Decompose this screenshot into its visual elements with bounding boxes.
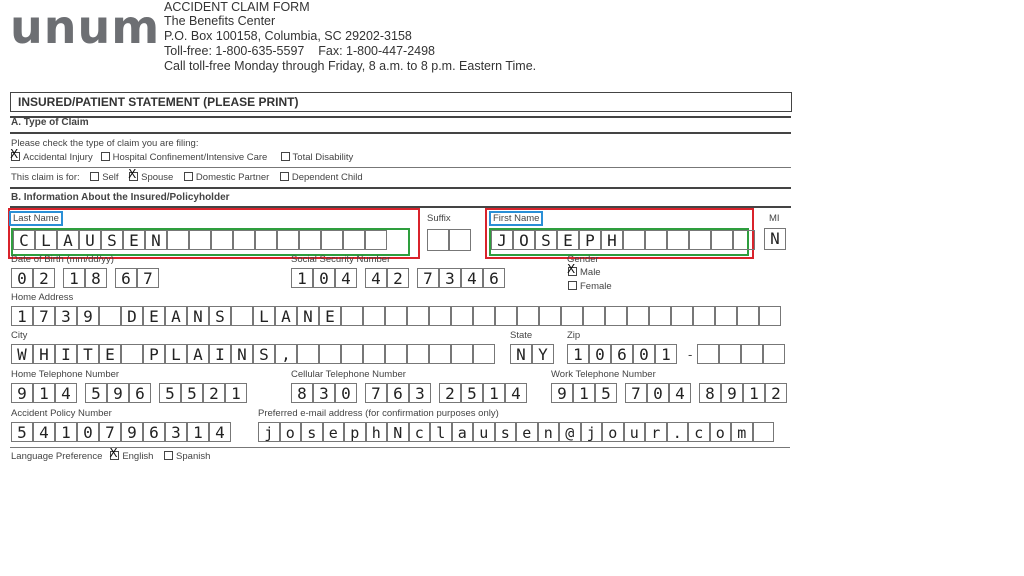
policy-char-box: 4 [209,422,231,442]
address-char-box: E [319,306,341,326]
last-name-char-box: S [101,230,123,250]
address-char-box [737,306,759,326]
last-name-char-box: C [13,230,35,250]
email-char-box: . [667,422,689,442]
address-char-box [495,306,517,326]
city-char-box: I [209,344,231,364]
city-char-box [341,344,363,364]
city-label: City [11,330,28,341]
cell-phone-label: Cellular Telephone Number [291,369,406,380]
last-name-char-box: E [123,230,145,250]
address-char-box: 1 [11,306,33,326]
cell-phone-char-box: 7 [365,383,387,403]
divider [10,187,791,189]
address-char-box: A [275,306,297,326]
home-phone-char-box: 9 [107,383,129,403]
first-name-char-box: H [601,230,623,250]
last-name-char-box [167,230,189,250]
address-char-box [539,306,561,326]
zip-char-box: 1 [655,344,677,364]
first-name-input[interactable] [491,230,755,250]
email-char-box [753,422,775,442]
work-phone-input[interactable] [551,383,787,403]
ssn-char-box: 2 [387,268,409,288]
address-char-box: 3 [55,306,77,326]
address-char-box [231,306,253,326]
first-name-char-box: J [491,230,513,250]
last-name-char-box: N [145,230,167,250]
claim-for-row [11,172,363,183]
dob-char-box: 6 [115,268,137,288]
home-phone-char-box: 1 [225,383,247,403]
work-phone-char-box: 9 [721,383,743,403]
home-phone-char-box: 5 [181,383,203,403]
zip-ext-box [697,344,719,364]
home-phone-label: Home Telephone Number [11,369,120,380]
cell-phone-char-box: 6 [387,383,409,403]
form-title: ACCIDENT CLAIM FORM [164,0,310,14]
mi-input[interactable] [764,228,786,250]
city-char-box [451,344,473,364]
cell-phone-char-box: 3 [409,383,431,403]
last-name-char-box [299,230,321,250]
email-char-box: @ [559,422,581,442]
home-phone-char-box: 4 [55,383,77,403]
address-input[interactable] [11,306,781,326]
claim-type-options [11,152,353,163]
ssn-char-box: 4 [335,268,357,288]
policy-char-box: 9 [121,422,143,442]
email-char-box: j [581,422,603,442]
address-char-box: N [187,306,209,326]
address-char-box [429,306,451,326]
address-char-box: E [143,306,165,326]
policy-char-box: 7 [99,422,121,442]
self-label: Self [102,172,119,183]
city-char-box: P [143,344,165,364]
total-disability-checkbox[interactable] [281,152,290,161]
city-char-box: L [165,344,187,364]
address-char-box [561,306,583,326]
dob-label: Date of Birth (mm/dd/yy) [11,254,114,265]
home-phone-char-box: 6 [129,383,151,403]
suffix-box [427,229,449,251]
mi-label: MI [769,213,780,224]
email-char-box: l [430,422,452,442]
last-name-char-box [277,230,299,250]
first-name-char-box [689,230,711,250]
city-char-box [121,344,143,364]
address-char-box: S [209,306,231,326]
self-checkbox[interactable] [90,172,99,181]
ssn-char-box: 4 [461,268,483,288]
english-checkbox[interactable] [110,451,119,460]
section-title: INSURED/PATIENT STATEMENT (PLEASE PRINT) [18,95,299,109]
email-char-box: m [731,422,753,442]
claim-for-label: This claim is for: [11,172,80,183]
ssn-char-box: 7 [417,268,439,288]
header-line-2: P.O. Box 100158, Columbia, SC 29202-3158 [164,29,412,43]
zip-input[interactable] [567,344,677,364]
dob-input[interactable] [11,268,159,288]
work-phone-char-box: 1 [743,383,765,403]
city-char-box: W [11,344,33,364]
language-label: Language Preference [11,451,103,462]
zip-ext-input[interactable] [697,344,785,364]
city-char-box [319,344,341,364]
work-phone-char-box: 8 [699,383,721,403]
city-char-box: A [187,344,209,364]
header-line-3: Toll-free: 1-800-635-5597 Fax: 1-800-447-2498 [164,44,435,58]
last-name-char-box: L [35,230,57,250]
address-char-box: N [297,306,319,326]
ssn-char-box: 6 [483,268,505,288]
spouse-label: Spouse [141,172,174,183]
address-char-box: 7 [33,306,55,326]
dob-char-box: 1 [63,268,85,288]
suffix-input[interactable] [427,229,471,251]
policy-char-box: 0 [77,422,99,442]
first-name-char-box [733,230,755,250]
address-char-box [451,306,473,326]
zip-ext-box [763,344,785,364]
city-char-box [429,344,451,364]
first-name-char-box: S [535,230,557,250]
cell-phone-char-box: 0 [335,383,357,403]
last-name-label: Last Name [9,211,63,226]
last-name-char-box: A [57,230,79,250]
email-char-box: o [280,422,302,442]
email-char-box: r [645,422,667,442]
gender-male-option [568,267,601,278]
ssn-label: Social Security Number [291,254,391,265]
first-name-char-box [645,230,667,250]
gender-female-option [568,281,612,292]
part-b-title: B. Information About the Insured/Policyholder [11,192,230,203]
address-char-box [693,306,715,326]
home-phone-char-box: 2 [203,383,225,403]
address-char-box: A [165,306,187,326]
home-phone-char-box: 1 [33,383,55,403]
work-phone-char-box: 4 [669,383,691,403]
work-phone-char-box: 0 [647,383,669,403]
zip-ext-box [719,344,741,364]
domestic-partner-label: Domestic Partner [195,172,270,183]
city-char-box: T [77,344,99,364]
unum-logo: unum [10,0,161,54]
city-char-box [407,344,429,364]
home-phone-char-box: 5 [85,383,107,403]
first-name-char-box: E [557,230,579,250]
policy-char-box: 5 [11,422,33,442]
last-name-char-box [189,230,211,250]
address-label: Home Address [11,292,74,303]
address-char-box [583,306,605,326]
city-char-box: N [231,344,253,364]
work-phone-char-box: 7 [625,383,647,403]
work-phone-char-box: 5 [595,383,617,403]
cell-phone-char-box: 4 [505,383,527,403]
city-char-box: I [55,344,77,364]
address-char-box [715,306,737,326]
domestic-partner-checkbox[interactable] [184,172,193,181]
suffix-label: Suffix [427,213,451,224]
city-char-box: E [99,344,121,364]
claim-instruction: Please check the type of claim you are filing: [11,138,199,149]
address-char-box [473,306,495,326]
cell-phone-char-box: 5 [461,383,483,403]
work-phone-char-box: 2 [765,383,787,403]
first-name-char-box [711,230,733,250]
email-char-box: u [624,422,646,442]
last-name-input[interactable] [13,230,387,250]
section-title-box [10,92,792,112]
email-char-box: e [323,422,345,442]
last-name-char-box: U [79,230,101,250]
policy-char-box: 3 [165,422,187,442]
dob-char-box: 0 [11,268,33,288]
first-name-char-box: P [579,230,601,250]
address-char-box: D [121,306,143,326]
email-char-box: o [710,422,732,442]
address-char-box [385,306,407,326]
address-char-box [517,306,539,326]
email-char-box: u [473,422,495,442]
cell-phone-char-box: 8 [291,383,313,403]
female-label: Female [580,281,612,292]
dob-char-box: 2 [33,268,55,288]
email-label: Preferred e-mail address (for confirmation purposes only) [258,408,499,419]
last-name-char-box [255,230,277,250]
spanish-label: Spanish [176,451,211,462]
state-label: State [510,330,533,341]
email-char-box: o [602,422,624,442]
divider [10,116,791,118]
city-char-box: S [253,344,275,364]
male-label: Male [580,267,601,278]
city-char-box: , [275,344,297,364]
spouse-checkbox[interactable] [129,172,138,181]
header-line-1: The Benefits Center [164,14,276,28]
zip-dash: - [688,347,693,362]
last-name-char-box [321,230,343,250]
divider [10,447,790,448]
address-char-box: L [253,306,275,326]
zip-ext-box [741,344,763,364]
language-row [11,451,210,462]
dob-char-box: 8 [85,268,107,288]
home-phone-char-box: 5 [159,383,181,403]
male-checkbox[interactable] [568,267,577,276]
english-label: English [122,451,154,462]
address-char-box [605,306,627,326]
work-phone-char-box: 9 [551,383,573,403]
first-name-char-box [623,230,645,250]
spanish-checkbox[interactable] [164,451,173,460]
email-char-box: n [538,422,560,442]
address-char-box [649,306,671,326]
ssn-input[interactable] [291,268,505,288]
zip-char-box: 0 [633,344,655,364]
mi-box: N [764,228,786,250]
divider [10,132,791,134]
email-char-box: h [366,422,388,442]
policy-char-box: 6 [143,422,165,442]
last-name-char-box [211,230,233,250]
hospital-confinement-label: Hospital Confinement/Intensive Care [112,152,268,163]
email-char-box: e [516,422,538,442]
email-char-box: c [409,422,431,442]
accidental-injury-checkbox[interactable] [11,152,20,161]
email-char-box: p [344,422,366,442]
home-phone-input[interactable] [11,383,247,403]
email-char-box: a [452,422,474,442]
part-a-title: A. Type of Claim [11,117,89,128]
address-char-box [407,306,429,326]
dob-char-box: 7 [137,268,159,288]
address-char-box [341,306,363,326]
dependent-child-checkbox[interactable] [280,172,289,181]
ssn-char-box: 4 [365,268,387,288]
address-char-box: 9 [77,306,99,326]
last-name-char-box [233,230,255,250]
zip-label: Zip [567,330,581,341]
cell-phone-char-box: 2 [439,383,461,403]
header-line-4: Call toll-free Monday through Friday, 8 a.m. to 8 p.m. Eastern Time. [164,59,537,73]
home-phone-char-box: 9 [11,383,33,403]
accidental-injury-label: Accidental Injury [23,152,93,163]
city-char-box [473,344,495,364]
state-char-box: Y [532,344,554,364]
female-checkbox[interactable] [568,281,577,290]
policy-char-box: 4 [33,422,55,442]
last-name-char-box [365,230,387,250]
zip-char-box: 1 [567,344,589,364]
city-input[interactable] [11,344,495,364]
address-char-box [99,306,121,326]
address-char-box [671,306,693,326]
ssn-char-box: 1 [291,268,313,288]
work-phone-char-box: 1 [573,383,595,403]
ssn-char-box: 3 [439,268,461,288]
work-phone-label: Work Telephone Number [551,369,656,380]
city-char-box [363,344,385,364]
cell-phone-char-box: 1 [483,383,505,403]
hospital-confinement-checkbox[interactable] [101,152,110,161]
last-name-char-box [343,230,365,250]
state-input[interactable] [510,344,554,364]
state-char-box: N [510,344,532,364]
city-char-box: H [33,344,55,364]
email-char-box: N [387,422,409,442]
suffix-box [449,229,471,251]
first-name-char-box [667,230,689,250]
policy-char-box: 1 [55,422,77,442]
email-input[interactable] [258,422,774,442]
cell-phone-input[interactable] [291,383,527,403]
zip-char-box: 0 [589,344,611,364]
zip-char-box: 6 [611,344,633,364]
dependent-child-label: Dependent Child [291,172,363,183]
address-char-box [363,306,385,326]
email-char-box: j [258,422,280,442]
total-disability-label: Total Disability [292,152,354,163]
cell-phone-char-box: 3 [313,383,335,403]
city-char-box [385,344,407,364]
address-char-box [627,306,649,326]
city-char-box [297,344,319,364]
policy-label: Accident Policy Number [11,408,112,419]
first-name-label: First Name [489,211,543,226]
first-name-char-box: O [513,230,535,250]
email-char-box: c [688,422,710,442]
ssn-char-box: 0 [313,268,335,288]
policy-char-box: 1 [187,422,209,442]
email-char-box: s [495,422,517,442]
email-char-box: s [301,422,323,442]
address-char-box [759,306,781,326]
gender-label: Gender [567,254,599,265]
policy-input[interactable] [11,422,231,442]
